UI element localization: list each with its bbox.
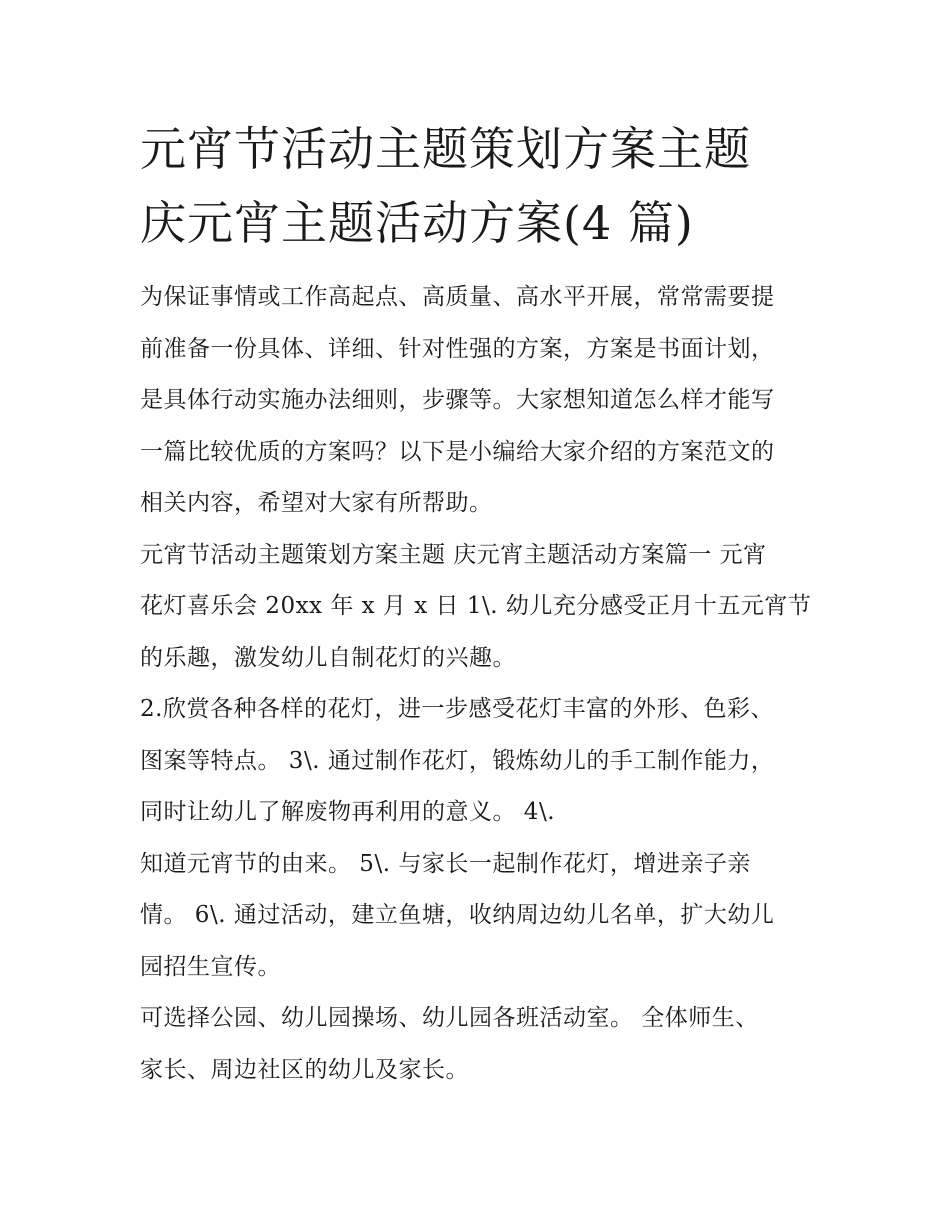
text-line: 是具体行动实施办法细则，步骤等。大家想知道怎么样才能写	[140, 387, 775, 413]
text-line: 家长、周边社区的幼儿及家长。	[140, 1056, 469, 1083]
text-line: 花灯喜乐会 20xx 年 x 月 x 日 1\. 幼儿充分感受正月十五元宵节	[140, 593, 812, 619]
paragraph-venue-participants	[140, 993, 820, 1096]
paragraph-intro	[140, 272, 820, 530]
text-line: 知道元宵节的由来。 5\. 与家长一起制作花灯，增进亲子亲	[140, 850, 751, 877]
text-line: 情。 6\. 通过活动，建立鱼塘，收纳周边幼儿名单，扩大幼儿	[140, 902, 775, 928]
text-line: 的乐趣，激发幼儿自制花灯的兴趣。	[140, 644, 516, 671]
text-line: 2.欣赏各种各样的花灯，进一步感受花灯丰富的外形、色彩、	[140, 696, 774, 722]
paragraph-goal-four-six	[140, 839, 820, 994]
text-line: 园招生宣传。	[140, 953, 281, 980]
text-line: 为保证事情或工作高起点、高质量、高水平开展，常常需要提	[140, 284, 775, 310]
title-line-1: 元宵节活动主题策划方案主题	[140, 122, 751, 176]
text-line: 相关内容，希望对大家有所帮助。	[140, 490, 493, 516]
text-line: 一篇比较优质的方案吗？以下是小编给大家介绍的方案范文的	[140, 438, 775, 465]
document-page	[140, 112, 820, 1096]
paragraph-goal-two-three	[140, 684, 820, 839]
text-line: 前准备一份具体、详细、针对性强的方案，方案是书面计划，	[140, 335, 775, 362]
document-title	[140, 112, 820, 260]
text-line: 同时让幼儿了解废物再利用的意义。 4\.	[140, 799, 556, 825]
text-line: 可选择公园、幼儿园操场、幼儿园各班活动室。 全体师生、	[140, 1005, 759, 1031]
paragraph-plan-one	[140, 530, 820, 685]
title-line-2: 庆元宵主题活动方案(4 篇)	[140, 196, 694, 250]
text-line: 元宵节活动主题策划方案主题 庆元宵主题活动方案篇一 元宵	[140, 541, 767, 568]
text-line: 图案等特点。 3\. 通过制作花灯，锻炼幼儿的手工制作能力，	[140, 747, 775, 774]
